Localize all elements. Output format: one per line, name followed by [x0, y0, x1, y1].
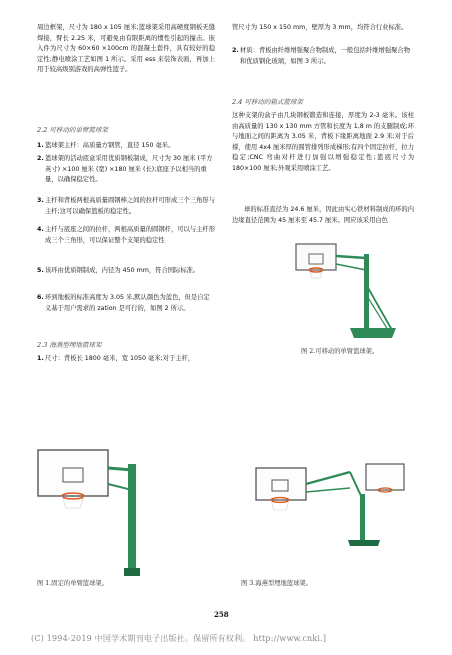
list-number: 2.: [232, 47, 239, 54]
list-item: [37, 141, 215, 152]
list-item: [37, 354, 215, 365]
list-number: 4.: [37, 226, 44, 233]
list-text: 尺寸：背板长 1800 毫米，宽 1050 毫米;对于主杆，: [45, 355, 195, 362]
list-text: 该环由优质钢制成，内径为 450 mm，符合国际标准。: [45, 267, 200, 274]
list-item: [37, 196, 215, 217]
continued-paragraph: 管尺寸为 150 x 150 mm，壁厚为 3 mm，均符合行业标准。: [232, 24, 408, 31]
list-number: 5.: [37, 267, 44, 274]
list-item: [37, 293, 215, 314]
figure-3-image: [250, 458, 412, 548]
figure-1-image: [30, 428, 178, 578]
list-item: [232, 46, 414, 67]
section-2-4-paragraph: 这种支架的盒子由几块钢板锻造和连接，厚度为 2-3 毫米。该柱由高质量的 130 x 130 mm 方管和长度为 1,8 m 的支腿制成;环与地面之间的距离为 3.05 米，背板下缘距离地面 2.9 米;对于后撑，使用 4x4 厘米厚的圆管排列形成梯形;有四个固定拉杆，拉力稳定;CNC 弯曲对杆进行加强以增强稳定性;篮底尺寸为 180×100 厘米;外观采用喷涂工艺。: [232, 112, 414, 172]
list-text: 材质：背板由纤维增强聚合物制成，一般包括纤维增强聚合物和优质钢化玻璃，如图 3 所示。: [240, 47, 411, 65]
copyright-footer: (C) 1994-2019 中国学术期刊电子出版社。保留所有权利。 http://www.cnki.]: [31, 634, 327, 643]
figure-1-caption: 图 1.固定的单臂篮球架。: [37, 580, 108, 587]
intro-paragraph: 周边框架，尺寸为 180 x 105 厘米;篮球架采用高硬度钢板无缝焊接，臂长 2.25 米，可避免由有限距离的惯性引起的撞击。嵌入件为尺寸为 60×60 ×100cm 的混凝土套件，具有较好的稳定性;静电喷涂工艺如图 1 所示。采用 ess 来装饰表面，再加上用于较高级别游戏的高弹性篮子。: [37, 24, 215, 74]
figure-3-caption: 图 3.海燕型埋地篮球架。: [241, 580, 312, 587]
list-text: 主杆与底座之间的拉杆，两根高质量的圆钢杆，可以与主杆形成三个三角形，可以保证整个支架的稳定性: [45, 226, 216, 244]
list-number: 3.: [37, 197, 44, 204]
list-text: 篮球架的活动底盒采用优质钢板制成，尺寸为 30 厘米 (平方英寸) ×100 厘米 (宽) ×180 厘米 (长);底座予以相当的重量，以确保稳定性。: [45, 155, 213, 184]
figure-2-caption: 图 2.可移动的单臂篮球架。: [301, 348, 379, 355]
list-item: [37, 266, 215, 277]
list-number: 2.: [37, 155, 44, 162]
list-item: [37, 154, 215, 186]
section-2-2-heading: 2.2 可移动的单臂篮球架: [37, 126, 108, 134]
figure-2-image: [292, 236, 398, 348]
section-2-3-heading: 2.3 海燕型埋地篮球架: [37, 341, 102, 349]
list-number: 1.: [37, 142, 44, 149]
page-number: 258: [214, 610, 229, 619]
list-number: 6.: [37, 294, 44, 301]
list-item: [37, 225, 215, 246]
section-2-4-heading: 2.4 可移动的箱式篮球架: [232, 98, 303, 106]
list-text: 主杆和背板两根高质量圆钢棒之间的拉杆可形成三个三角形与主杆;这可以确保篮板的稳定性。: [45, 197, 216, 215]
list-text: 篮球架主杆：高质量方钢管，直径 150 毫米。: [45, 142, 175, 149]
list-text: 环到地板的标准高度为 3.05 米,默认颜色为蓝色，但是自定义基于用户需求的 zation 是可行的，如图 2 所示。: [45, 294, 210, 312]
ball-diameter-paragraph: 球的标准直径为 24.6 厘米，因此由实心铁材料制成的环的内边缘直径范围为 45 厘米至 45.7 厘米。网应该采用白色: [232, 206, 414, 224]
list-number: 1.: [37, 355, 44, 362]
